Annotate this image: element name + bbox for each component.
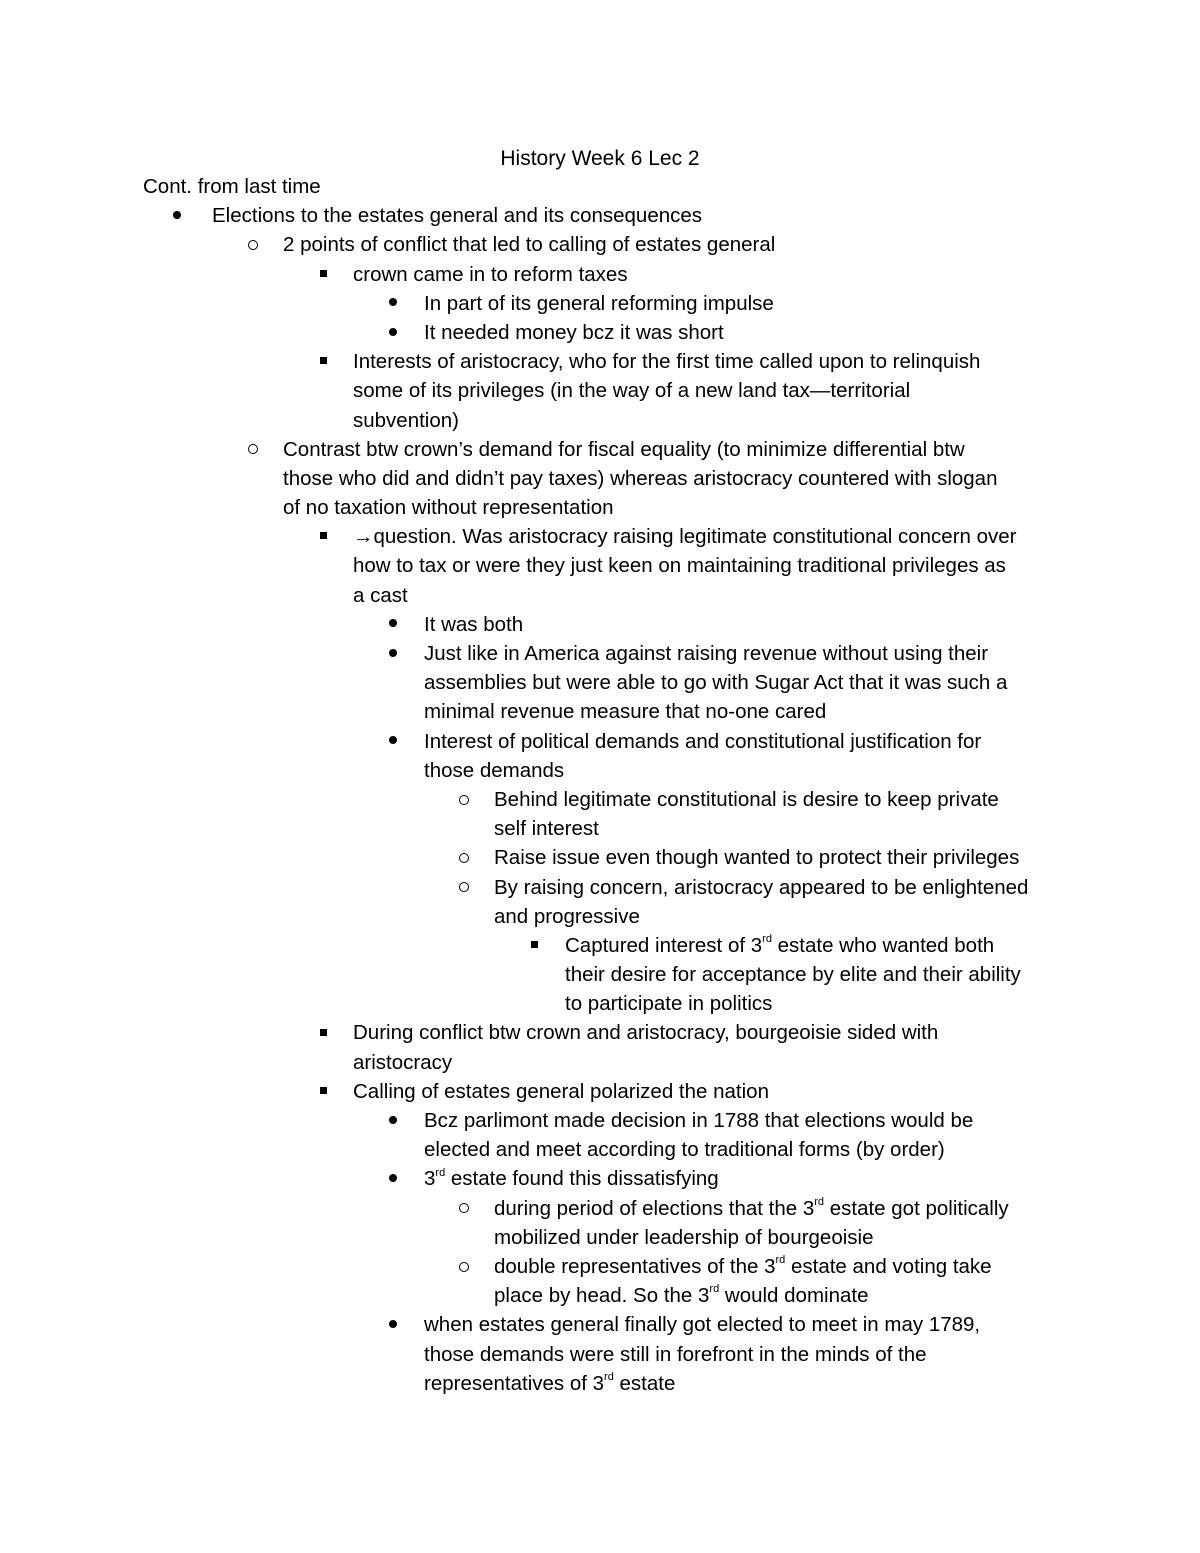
outline-line-text	[494, 1194, 1009, 1223]
ordinal-superscript: rd	[762, 933, 772, 946]
dot-bullet-icon	[383, 1310, 403, 1339]
square-bullet-icon	[313, 260, 333, 289]
outline-line-text	[494, 814, 599, 843]
outline-line	[0, 931, 1200, 960]
line-text: Just like in America against raising revenue without using their	[424, 642, 989, 665]
dot-bullet-icon	[383, 639, 403, 668]
line-text: Contrast btw crown’s demand for fiscal equality (to minimize differential btw	[283, 437, 965, 461]
outline-line	[0, 551, 1200, 580]
dot-bullet-icon	[383, 289, 403, 318]
line-text-continued: would dominate	[719, 1284, 869, 1308]
circle-bullet-icon	[243, 230, 263, 259]
outline-line	[0, 902, 1200, 931]
outline-line	[0, 230, 1200, 259]
line-text: Captured interest of 3	[565, 933, 763, 957]
line-text: double representatives of the 3	[494, 1254, 776, 1278]
outline-line	[0, 668, 1200, 697]
circle-bullet-icon	[454, 1194, 474, 1223]
line-text: →question. Was aristocracy raising legitimate constitutional concern over	[353, 525, 1017, 549]
line-text: representatives of 3	[424, 1371, 605, 1395]
outline-line	[0, 464, 1200, 493]
outline-line-text	[494, 902, 640, 931]
outline-line-text	[424, 756, 564, 785]
outline-line	[0, 435, 1200, 464]
outline-line-text	[565, 931, 994, 960]
dot-bullet-icon	[167, 201, 187, 230]
outline-line-text	[424, 1369, 675, 1398]
circle-bullet-icon	[454, 873, 474, 902]
line-text: during period of elections that the 3	[494, 1196, 815, 1220]
circle-bullet-icon	[454, 843, 474, 872]
outline-line-text	[494, 1223, 874, 1252]
line-text: Elections to the estates general and its consequences	[212, 204, 703, 228]
outline-line	[0, 347, 1200, 376]
outline-line	[0, 406, 1200, 435]
line-text: of no taxation without representation	[283, 496, 614, 520]
outline-line-text	[353, 1048, 452, 1077]
outline-line	[0, 1106, 1200, 1135]
outline-line-text	[424, 1164, 719, 1193]
line-text-continued: estate	[613, 1371, 676, 1395]
outline-line-text	[494, 873, 1028, 902]
circle-bullet-icon	[454, 1252, 474, 1281]
outline-line-text	[424, 1135, 945, 1164]
outline-line-text	[283, 493, 614, 522]
outline-line	[0, 1252, 1200, 1281]
line-text: By raising concern, aristocracy appeared to be enlightened	[494, 875, 1029, 899]
ordinal-superscript: rd	[775, 1254, 786, 1267]
outline-line-text	[494, 1252, 992, 1281]
line-text-continued: estate found this dissatisfying	[445, 1167, 719, 1191]
outline-line-text	[353, 260, 628, 289]
outline-line	[0, 581, 1200, 610]
outline-line	[0, 785, 1200, 814]
ordinal-superscript: rd	[709, 1283, 720, 1296]
line-text: aristocracy	[353, 1050, 453, 1074]
outline-line-text	[424, 318, 724, 347]
outline-line	[0, 639, 1200, 668]
outline-line-text	[424, 610, 523, 639]
outline-line-text	[283, 435, 965, 464]
outline-line-text	[353, 551, 1006, 580]
outline-line-text	[283, 464, 998, 493]
line-text: 3	[424, 1167, 436, 1191]
outline-line	[0, 1018, 1200, 1047]
outline-line	[0, 1223, 1200, 1252]
dot-bullet-icon	[383, 1106, 403, 1135]
line-text: those who did and didn’t pay taxes) whereas aristocracy countered with slogan	[283, 466, 998, 490]
line-text: some of its privileges (in the way of a new land tax—territorial	[353, 379, 911, 403]
outline-line	[0, 1194, 1200, 1223]
line-text: Cont. from last time	[143, 175, 321, 198]
line-text: those demands	[424, 758, 565, 782]
outline-line-text	[143, 172, 321, 201]
outline-line-text	[353, 1077, 769, 1106]
outline-line	[0, 289, 1200, 318]
line-text: how to tax or were they just keen on maintaining traditional privileges as	[353, 554, 1006, 578]
outline-line	[0, 201, 1200, 230]
outline-line-text	[353, 581, 408, 610]
line-text-continued: estate who wanted both	[771, 933, 995, 957]
outline-line	[0, 1164, 1200, 1193]
outline-line-text	[353, 1018, 938, 1047]
line-text: a cast	[353, 583, 408, 607]
dot-bullet-icon	[383, 610, 403, 639]
outline-line	[0, 493, 1200, 522]
square-bullet-icon	[524, 931, 544, 960]
outline-line-text	[424, 727, 981, 756]
square-bullet-icon	[313, 522, 333, 551]
outline-line-text	[494, 1281, 869, 1310]
outline-line	[0, 1340, 1200, 1369]
outline-line	[0, 522, 1200, 551]
outline-line-text	[424, 697, 826, 726]
outline-line	[0, 260, 1200, 289]
outline-line	[0, 756, 1200, 785]
outline-line	[0, 989, 1200, 1018]
outline-line	[0, 318, 1200, 347]
line-text: elected and meet according to traditional forms (by order)	[424, 1138, 945, 1162]
outline-line-text	[494, 843, 1019, 872]
outline-line-text	[353, 522, 1017, 551]
outline-line	[0, 1369, 1200, 1398]
line-text: their desire for acceptance by elite and their ability	[565, 963, 1021, 987]
outline-line-text	[424, 1106, 973, 1135]
outline-line	[0, 843, 1200, 872]
line-text: It was both	[424, 612, 524, 636]
outline-line-text	[424, 639, 988, 668]
outline-line	[0, 814, 1200, 843]
line-text: Bcz parlimont made decision in 1788 that elections would be	[424, 1109, 974, 1132]
outline-line-text	[424, 668, 1007, 697]
line-text: to participate in politics	[565, 992, 773, 1016]
outline-line-text	[353, 376, 910, 405]
line-text: self interest	[494, 817, 599, 841]
outline-line-text	[565, 989, 772, 1018]
line-text: In part of its general reforming impulse	[424, 291, 774, 315]
line-text: minimal revenue measure that no-one cared	[424, 700, 827, 724]
line-text-continued: estate and voting take	[785, 1254, 992, 1278]
line-text: mobilized under leadership of bourgeoisie	[494, 1225, 874, 1249]
outline-line-text	[353, 406, 459, 435]
ordinal-superscript: rd	[604, 1370, 614, 1383]
line-text: crown came in to reform taxes	[353, 262, 628, 286]
outline-line	[0, 610, 1200, 639]
outline-line	[0, 376, 1200, 405]
square-bullet-icon	[313, 347, 333, 376]
outline-line-text	[494, 785, 999, 814]
outline-line-text	[353, 347, 980, 376]
outline-line	[0, 960, 1200, 989]
line-text: Calling of estates general polarized the nation	[353, 1079, 769, 1103]
outline-line	[0, 697, 1200, 726]
outline-line	[0, 172, 1200, 201]
outline-line	[0, 1135, 1200, 1164]
line-text: when estates general finally got elected to meet in may 1789,	[424, 1313, 981, 1337]
outline-line-text	[424, 1340, 927, 1369]
outline-line-text	[565, 960, 1021, 989]
circle-bullet-icon	[454, 785, 474, 814]
dot-bullet-icon	[383, 318, 403, 347]
line-text: and progressive	[494, 904, 640, 928]
dot-bullet-icon	[383, 1164, 403, 1193]
line-text: place by head. So the 3	[494, 1284, 710, 1308]
dot-bullet-icon	[383, 727, 403, 756]
outline-line	[0, 1048, 1200, 1077]
line-text: Behind legitimate constitutional is desire to keep private	[494, 787, 999, 811]
outline-line	[0, 1310, 1200, 1339]
line-text: 2 points of conflict that led to calling of estates general	[283, 233, 776, 257]
outline-line-text	[424, 289, 774, 318]
circle-bullet-icon	[243, 435, 263, 464]
line-text: During conflict btw crown and aristocracy, bourgeoisie sided with	[353, 1021, 939, 1045]
square-bullet-icon	[313, 1018, 333, 1047]
notes-outline	[0, 172, 1200, 1398]
line-text: Raise issue even though wanted to protect their privileges	[494, 846, 1020, 870]
line-text: subvention)	[353, 408, 459, 432]
line-text: Interest of political demands and constitutional justification for	[424, 729, 982, 753]
outline-line	[0, 1281, 1200, 1310]
ordinal-superscript: rd	[435, 1166, 446, 1179]
page-title: History Week 6 Lec 2	[500, 147, 700, 170]
ordinal-superscript: rd	[814, 1195, 825, 1208]
line-text-continued: estate got politically	[824, 1196, 1009, 1220]
square-bullet-icon	[313, 1077, 333, 1106]
line-text: It needed money bcz it was short	[424, 320, 724, 344]
line-text: assemblies but were able to go with Sugar Act that it was such a	[424, 671, 1008, 695]
outline-line-text	[424, 1310, 980, 1339]
outline-line-text	[212, 201, 702, 230]
outline-line	[0, 873, 1200, 902]
outline-line	[0, 1077, 1200, 1106]
line-text: Interests of aristocracy, who for the first time called upon to relinquish	[353, 350, 981, 374]
line-text: those demands were still in forefront in the minds of the	[424, 1342, 927, 1366]
outline-line	[0, 727, 1200, 756]
outline-line-text	[283, 230, 775, 259]
